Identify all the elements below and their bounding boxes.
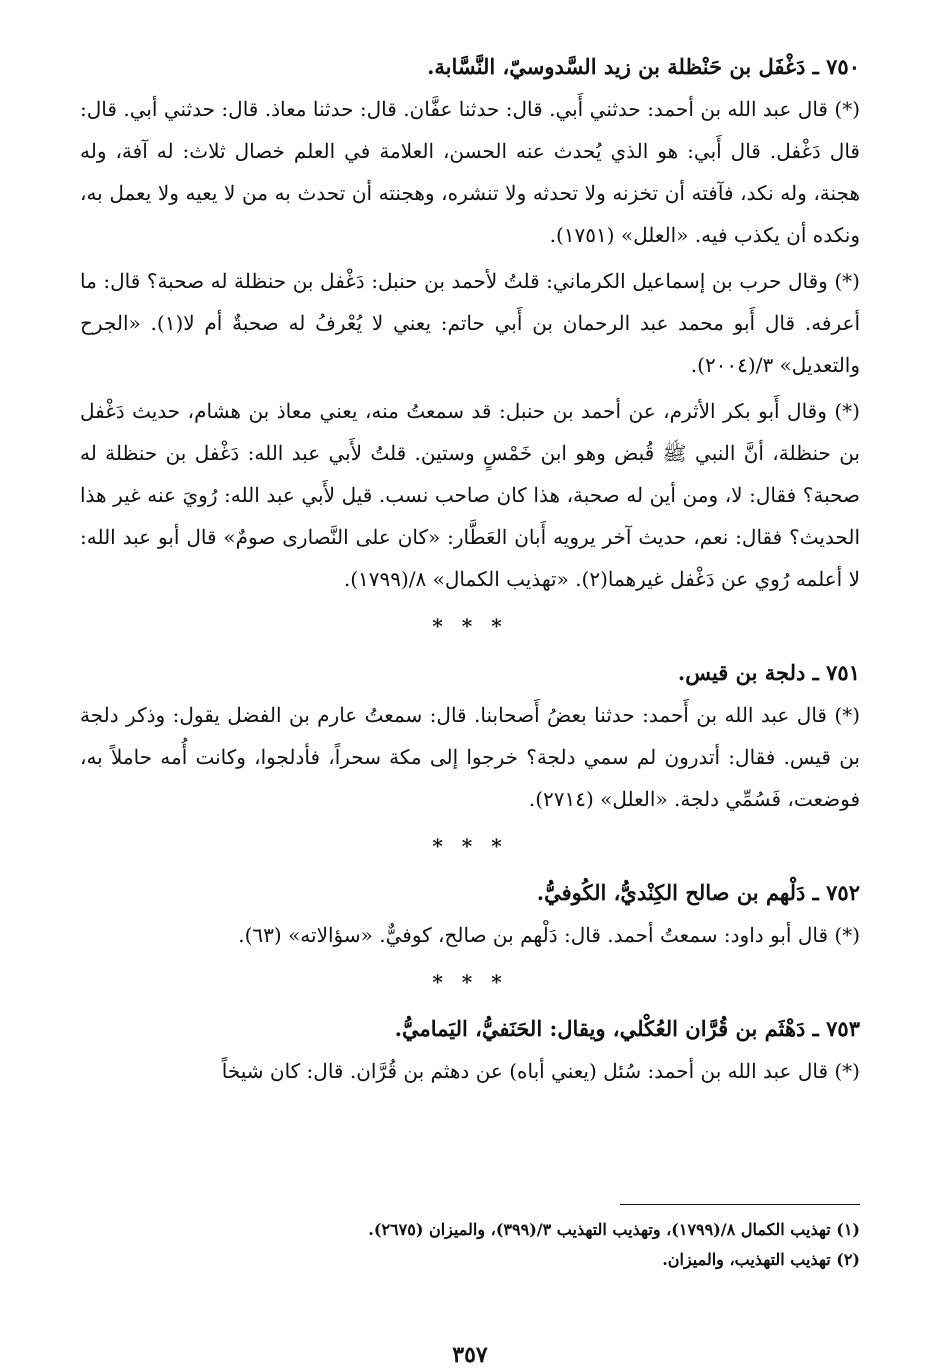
footnote-1: (١) تهذيب الكمال ٨/(١٧٩٩)، وتهذيب التهذيب ٣/(٣٩٩)، والميزان (٢٦٧٥). [368, 1220, 860, 1239]
entry-752 [80, 878, 860, 956]
footnote-divider [620, 1204, 860, 1205]
book-page [80, 52, 860, 1368]
entry-title: ٧٥١ ـ دلجة بن قيس. [677, 660, 860, 685]
section-separator: * * * [432, 970, 508, 994]
footnote-2: (٢) تهذيب التهذيب، والميزان. [662, 1250, 860, 1269]
entry-750 [80, 52, 860, 600]
section-separator: * * * [432, 614, 508, 638]
section-separator: * * * [432, 834, 508, 858]
entry-title: ٧٥٠ ـ دَغْفَل بن حَنْظلة بن زيد السَّدوسيّ، النَّسَّابة. [427, 54, 860, 79]
entry-751 [80, 658, 860, 820]
entry-753 [80, 1014, 860, 1092]
paragraph: (*) وقال حرب بن إسماعيل الكرماني: قلتُ لأحمد بن حنبل: دَغْفل بن حنظلة له صحبة؟ قال: ما أعرفه. قال أَبو محمد عبد الرحمان بن أَبي حاتم: يعني لا يُعْرفُ له صحبةٌ أم لا(١). «الجرح والتعديل» ٣/(٢٠٠٤). [80, 269, 860, 377]
paragraph: (*) قال عبد الله بن أحمد: سُئل (يعني أباه) عن دهثم بن قُرَّان. قال: كان شيخاً [221, 1059, 860, 1083]
entry-title: ٧٥٢ ـ دَلْهم بن صالح الكِنْديُّ، الكُوفيُّ. [536, 880, 860, 905]
entry-title: ٧٥٣ ـ دَهْثَم بن قُرَّان العُكْلي، ويقال: الحَنَفيُّ، اليَماميُّ. [394, 1016, 860, 1041]
footnotes [80, 1204, 860, 1275]
paragraph: (*) قال عبد الله بن أحمد: حدثني أَبي. قال: حدثنا عفَّان. قال: حدثنا معاذ. قال: حدثني أبي. قال: قال دَغْفل. قال أَبي: هو الذي يُحدث عنه الحسن، العلامة في العلم خصال ثلاث: له آفة، وله هجنة، وله نكد، فآفته أن تخزنه ولا تحدثه ولا تنشره، وهجنته أن تحدث به من لا يعيه ولا يعمل به، ونكده أن يكذب فيه. «العلل» (١٧٥١). [80, 97, 860, 247]
paragraph: (*) وقال أَبو بكر الأثرم، عن أحمد بن حنبل: قد سمعتُ منه، يعني معاذ بن هشام، حديث دَغْفل بن حنظلة، أنَّ النبي ﷺ قُبض وهو ابن خَمْسٍ وستين. قلتُ لأَبي عبد الله: دَغْفل بن حنظلة له صحبة؟ فقال: لا، ومن أين له صحبة، هذا كان صاحب نسب. قيل لأَبي عبد الله: رُويَ عنه غير هذا الحديث؟ فقال: نعم، حديث آخر يرويه أَبان العَطَّار: «كان على النَّصارى صومٌ» قال أبو عبد الله: لا أعلمه رُوي عن دَغْفل غيرهما(٢). «تهذيب الكمال» ٨/(١٧٩٩). [80, 399, 860, 591]
paragraph: (*) قال عبد الله بن أَحمد: حدثنا بعضُ أَصحابنا. قال: سمعتُ عارم بن الفضل يقول: وذكر دلجة بن قيس. فقال: أتدرون لم سمي دلجة؟ خرجوا إلى مكة سحراً، فأدلجوا، وكانت أُمه حاملاً به، فوضعت، فَسُمِّي دلجة. «العلل» (٢٧١٤). [80, 703, 860, 811]
paragraph: (*) قال أبو داود: سمعتُ أحمد. قال: دَلْهم بن صالح، كوفيٌّ. «سؤالاته» (٦٣). [238, 923, 860, 947]
page-number: ٣٥٧ [452, 1342, 488, 1368]
